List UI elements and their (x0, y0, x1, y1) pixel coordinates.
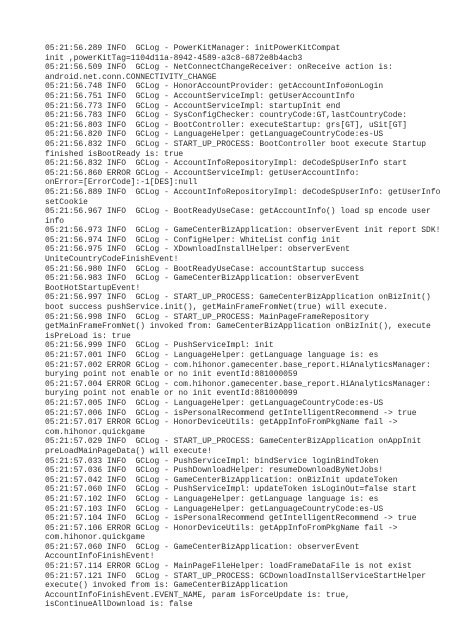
log-line: init ,powerKitTag=1104d11a-8942-4589-a3c8-6872e8b4acb3 (45, 53, 303, 63)
log-line: 05:21:57.033 INFO GCLog - PushServiceImpl: bindService loginBindToken (45, 456, 379, 466)
log-line: AccountInfoFinishEvent.EVENT_NAME, param isForceUpdate is: true, (45, 590, 350, 600)
log-line: 05:21:56.973 INFO GCLog - GameCenterBizApplication: observerEvent init report SDK! (45, 226, 441, 236)
log-line: 05:21:57.006 INFO GCLog - isPersonalRecommend getIntelligentRecommend -> true (45, 408, 417, 418)
log-line: 05:21:57.121 INFO GCLog - START_UP_PROCESS: GCDownloadInstallServiceStartHelper (45, 571, 427, 581)
log-line: 05:21:57.102 INFO GCLog - LanguageHelper: getLanguage language is: es (45, 494, 379, 504)
log-line: 05:21:56.967 INFO GCLog - BootReadyUseCase: getAccountInfo() load sp encode user (45, 207, 431, 217)
log-line: 05:21:56.748 INFO GCLog - HonorAccountProvider: getAccountInfo#onLogin (45, 82, 384, 92)
log-line: 05:21:56.980 INFO GCLog - BootReadyUseCase: accountStartup success (45, 264, 365, 274)
log-text (45, 44, 465, 610)
log-line: burying point not enable or no init eventId:881000059 (45, 370, 298, 380)
log-line: 05:21:57.002 ERROR GCLog - com.hihonor.gamecenter.base_report.HiAnalyticsManager: (45, 360, 431, 370)
log-line: 05:21:56.974 INFO GCLog - ConfigHelper: WhiteList config init (45, 235, 341, 245)
log-line: getMainFrameFromNet() invoked from: GameCenterBizApplication onBizInit(), execute (45, 322, 431, 332)
log-line: 05:21:56.803 INFO GCLog - BootController: executeStartup: grs[GT], uSit[GT] (45, 120, 408, 130)
log-line: 05:21:56.832 INFO GCLog - AccountInfoRepositoryImpl: deCodeSpUserInfo start (45, 159, 408, 169)
log-line: 05:21:57.004 ERROR GCLog - com.hihonor.gamecenter.base_report.HiAnalyticsManager: (45, 379, 431, 389)
log-line: isContinueAllDownload is: false (45, 600, 193, 610)
log-line: 05:21:57.029 INFO GCLog - START_UP_PROCESS: GameCenterBizApplication onAppInit (45, 437, 422, 447)
log-line: 05:21:57.001 INFO GCLog - LanguageHelper: getLanguage language is: es (45, 351, 379, 360)
log-line: isPreLoad is: true (45, 331, 131, 341)
log-line: 05:21:57.042 INFO GCLog - GameCenterBizApplication: onBizInit updateToken (45, 475, 398, 485)
log-line: 05:21:57.106 ERROR GCLog - HonorDeviceUtils: getAppInfoFromPkgName fail -> (45, 523, 398, 533)
log-line: 05:21:57.060 INFO GCLog - GameCenterBizApplication: observerEvent (45, 542, 360, 552)
log-line: info (45, 216, 65, 226)
log-line: android.net.conn.CONNECTIVITY_CHANGE (45, 72, 217, 82)
log-line: execute() invoked from is: GameCenterBizApplication (45, 581, 288, 591)
log-line: 05:21:56.889 INFO GCLog - AccountInfoRepositoryImpl: deCodeSpUserInfo: getUserInfo (45, 187, 441, 197)
log-line: 05:21:57.114 ERROR GCLog - MainPageFileHelper: loadFrameDataFile is not exist (45, 562, 412, 572)
log-line: 05:21:57.017 ERROR GCLog - HonorDeviceUtils: getAppInfoFromPkgName fail -> (45, 418, 398, 428)
log-line: 05:21:56.289 INFO GCLog - PowerKitManager: initPowerKitCompat (45, 44, 341, 53)
log-line: com.hihonor.quickgame (45, 533, 146, 543)
log-line: 05:21:56.983 INFO GCLog - GameCenterBizApplication: observerEvent (45, 274, 360, 284)
log-line: UniteCountryCodeFinishEvent! (45, 255, 179, 265)
log-line: burying point not enable or no init eventId:881000099 (45, 389, 298, 399)
log-line: 05:21:56.997 INFO GCLog - START_UP_PROCESS: GameCenterBizApplication onBizInit() (45, 293, 431, 303)
log-line: 05:21:57.005 INFO GCLog - LanguageHelper: getLanguageCountryCode:es-US (45, 398, 384, 408)
log-line: preLoadMainPageData() will execute! (45, 446, 212, 456)
log-line: 05:21:57.060 INFO GCLog - PushServiceImpl: updateToken isLoginOut=false start (45, 485, 417, 495)
log-line: 05:21:57.104 INFO GCLog - isPersonalRecommend getIntelligentRecommend -> true (45, 514, 417, 524)
log-line: finished isBootReady is: true (45, 149, 184, 159)
log-line: 05:21:57.036 INFO GCLog - PushDownloadHelper: resumeDownloadByNetJobs! (45, 466, 384, 476)
log-line: 05:21:57.103 INFO GCLog - LanguageHelper: getLanguageCountryCode:es-US (45, 504, 384, 514)
log-line: 05:21:56.860 ERROR GCLog - AccountServiceImpl: getUserAccountInfo: (45, 168, 360, 178)
log-line: BootHotStartupEvent! (45, 283, 141, 293)
log-line: 05:21:56.783 INFO GCLog - SysConfigChecker: countryCode:GT,lastCountryCode: (45, 111, 408, 121)
log-line: 05:21:56.999 INFO GCLog - PushServiceImpl: init (45, 341, 274, 351)
log-line: com.hihonor.quickgame (45, 427, 146, 437)
log-line: 05:21:56.832 INFO GCLog - START_UP_PROCESS: BootController boot execute Startup (45, 139, 427, 149)
log-line: boot success pushService.init(), getMainFrameFromNet(true) will execute. (45, 303, 388, 313)
log-line: 05:21:56.773 INFO GCLog - AccountServiceImpl: startupInit end (45, 101, 341, 111)
log-line: AccountInfoFinishEvent! (45, 552, 155, 562)
log-line: 05:21:56.998 INFO GCLog - START_UP_PROCESS: MainPageFrameRepository (45, 312, 369, 322)
log-line: 05:21:56.820 INFO GCLog - LanguageHelper: getLanguageCountryCode:es-US (45, 130, 384, 140)
log-line: 05:21:56.975 INFO GCLog - XDownloadInstallHelper: observerEvent (45, 245, 350, 255)
log-line: onError=[ErrorCode]:-1[DES]:null (45, 178, 198, 188)
log-line: 05:21:56.509 INFO GCLog - NetConnectChangeReceiver: onReceive action is: (45, 63, 393, 73)
log-line: 05:21:56.751 INFO GCLog - AccountServiceImpl: getUserAccountInfo (45, 91, 355, 101)
log-line: setCookie (45, 197, 88, 207)
